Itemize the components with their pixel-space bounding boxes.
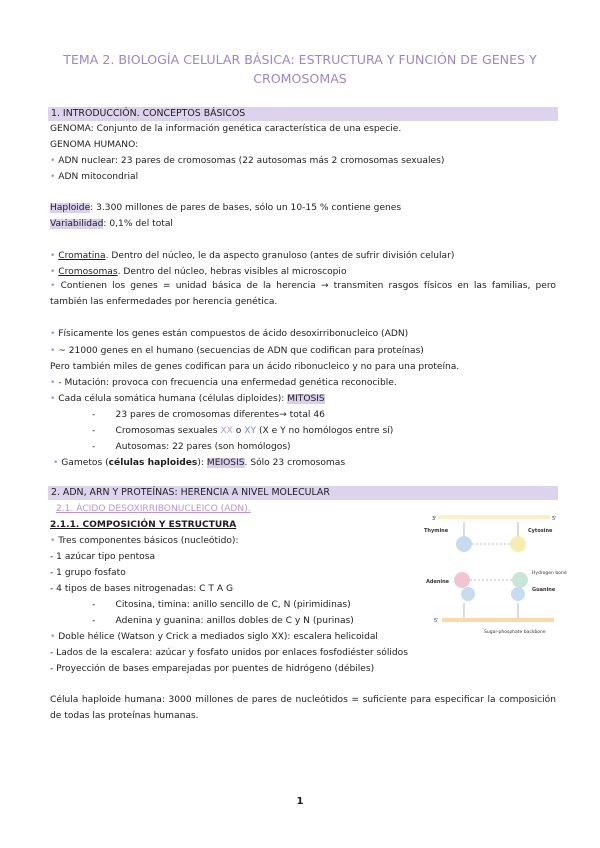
cromosomas-text: . Dentro del núcleo, hebras visibles al microscopio: [117, 267, 347, 277]
list-item: [50, 328, 408, 340]
backbone-bottom: [442, 618, 554, 622]
celula-haploide-text: Célula haploide humana: 3000 millones de pares de nucleótidos = suficiente para especificar la composición de todas las proteínas humanas.: [50, 695, 556, 721]
gametos-mid: ):: [197, 458, 207, 468]
mitosis-label: MITOSIS: [287, 394, 325, 404]
bullet-icon: •: [50, 632, 59, 642]
section-heading-2: 2. ADN, ARN Y PROTEÍNAS: HERENCIA A NIVEL MOLECULAR: [48, 486, 558, 500]
guanine-ring: [512, 572, 528, 588]
gametos-text: Gametos (: [61, 458, 109, 468]
cromosomas-label: Cromosomas: [58, 267, 118, 277]
backbone-top: [438, 515, 550, 519]
doble-text: Doble hélice (Watson y Crick a mediados siglo XX): escalera helicoidal: [58, 632, 378, 642]
bullet-icon: •: [50, 281, 61, 291]
subsubsection-heading: 2.1.1. COMPOSICIÓN Y ESTRUCTURA: [50, 520, 237, 530]
sexuales-text: Cromosomas sexuales: [115, 426, 221, 436]
fisicamente-text: Físicamente los genes están compuestos de ácido desoxirribonucleico (ADN): [58, 329, 409, 339]
subsection-title: 2.1. ÁCIDO DESOXIRRIBONUCLEICO (ADN).: [56, 504, 251, 514]
bullet-icon: •: [50, 536, 59, 546]
document-title: TEMA 2. BIOLOGÍA CELULAR BÁSICA: ESTRUCTURA Y FUNCIÓN DE GENES Y CROMOSOMAS: [63, 52, 537, 86]
prime-5-bottom: 5': [434, 618, 439, 624]
list-item: - Adenina y guanina: anillos dobles de C y N (purinas): [92, 616, 354, 626]
bullet-icon: •: [50, 329, 59, 339]
cytosine-label: Cytosine: [528, 528, 553, 534]
o-text: o: [232, 426, 245, 436]
list-item: [50, 535, 239, 547]
list-item: [50, 266, 347, 278]
bullet-icon: •: [53, 458, 62, 468]
sugar-ring-left: [461, 587, 475, 601]
gametos-post: . Sólo 23 cromosomas: [244, 458, 346, 468]
autosomas-text: Autosomas: 22 pares (son homólogos): [115, 442, 291, 452]
bullet-icon: •: [50, 267, 59, 277]
variabilidad-line: [50, 218, 173, 230]
page-number: 1: [296, 796, 304, 807]
adenine-ring: [454, 572, 470, 588]
adenine-label: Adenine: [426, 579, 450, 585]
citosina-text: Citosina, timina: anillo sencillo de C, N (pirimidinas): [115, 600, 351, 610]
mutacion-text: - Mutación: provoca con frecuencia una enfermedad genética reconocible.: [58, 378, 397, 388]
meiosis-label: MEIOSIS: [206, 458, 245, 468]
genes-humano-text: ~ 21000 genes en el humano (secuencias de ADN que codifican para proteínas): [58, 346, 424, 356]
azucar-text: - 1 azúcar tipo pentosa: [50, 552, 156, 562]
prime-3-top: 3': [432, 516, 437, 522]
gametos-bold: células haploides: [108, 458, 198, 468]
bullet-icon: •: [50, 346, 59, 356]
cromatina-label: Cromatina: [58, 251, 106, 261]
hydrogen-bond-label: Hydrogen bond: [532, 571, 567, 576]
bullet-icon: •: [50, 156, 59, 166]
arn-text: Pero también miles de genes codifican para un ácido ribonucleico y no para una proteína.: [50, 362, 460, 372]
haploide-label: Haploide: [50, 203, 91, 213]
genoma-definition: GENOMA: Conjunto de la información genética característica de una especie.: [50, 124, 402, 134]
somatica-text: Cada célula somática humana (células diploides):: [58, 394, 288, 404]
list-item: [50, 345, 424, 357]
cromatina-text: . Dentro del núcleo, le da aspecto granuloso (antes de sufrir división celular): [105, 251, 455, 261]
list-item: [50, 631, 378, 643]
list-item: - Cromosomas sexuales XX o XY (X e Y no homólogos entre sí): [92, 426, 394, 436]
prime-5-top: 5': [552, 516, 557, 522]
backbone-label: Sugar-phosphate backbone: [484, 630, 546, 635]
bullet-icon: •: [50, 394, 59, 404]
bases-text: - 4 tipos de bases nitrogenadas: C T A G: [50, 584, 234, 594]
xx-label: XX: [220, 426, 233, 436]
list-item: [50, 393, 325, 405]
adn-nuclear-text: ADN nuclear: 23 pares de cromosomas (22 autosomas más 2 cromosomas sexuales): [58, 156, 445, 166]
list-item: [50, 250, 454, 262]
thymine-ring: [456, 536, 472, 552]
bullet-icon: •: [50, 251, 59, 261]
genoma-humano-label: GENOMA HUMANO:: [50, 140, 139, 150]
adn-mito-text: ADN mitocondrial: [58, 172, 139, 182]
list-item: [50, 171, 138, 183]
subsection-heading: [56, 503, 251, 515]
adenina-text: Adenina y guanina: anillos dobles de C y N (purinas): [115, 616, 354, 626]
dna-structure-figure: [420, 508, 567, 638]
fosfato-text: - 1 grupo fosfato: [50, 568, 126, 578]
sugar-ring-right: [511, 587, 525, 601]
list-item: - Autosomas: 22 pares (son homólogos): [92, 442, 291, 452]
list-item: - Citosina, timina: anillo sencillo de C, N (pirimidinas): [92, 600, 351, 610]
list-item: [50, 377, 397, 389]
cytosine-ring: [510, 536, 526, 552]
list-item: - 23 pares de cromosomas diferentes→ total 46: [92, 410, 325, 420]
bullet-icon: •: [50, 172, 59, 182]
haploide-line: [50, 202, 401, 214]
lados-text: - Lados de la escalera: azúcar y fosfato unidos por enlaces fosfodiéster sólidos: [50, 648, 408, 658]
guanine-label: Guanine: [532, 587, 556, 593]
list-item: [50, 155, 444, 167]
sexuales-post-text: (X e Y no homólogos entre sí): [256, 426, 394, 436]
list-item: [53, 457, 345, 469]
haploide-text: : 3.300 millones de pares de bases, sólo un 10-15 % contiene genes: [90, 203, 402, 213]
bullet-icon: •: [50, 378, 59, 388]
variabilidad-label: Variabilidad: [50, 219, 104, 229]
thymine-label: Thymine: [424, 528, 449, 534]
tres-text: Tres componentes básicos (nucleótido):: [58, 536, 239, 546]
list-item: [50, 279, 556, 310]
variabilidad-text: : 0,1% del total: [103, 219, 173, 229]
section-heading-1: 1. INTRODUCCIÓN. CONCEPTOS BÁSICOS: [48, 107, 558, 121]
pares-text: 23 pares de cromosomas diferentes→ total 46: [115, 410, 325, 420]
proyeccion-text: - Proyección de bases emparejadas por puentes de hidrógeno (débiles): [50, 664, 375, 674]
xy-label: XY: [244, 426, 257, 436]
genes-text: Contienen los genes = unidad básica de la herencia → transmiten rasgos físicos en las familias, pero también las enfermedades por herencia genética.: [50, 281, 556, 307]
